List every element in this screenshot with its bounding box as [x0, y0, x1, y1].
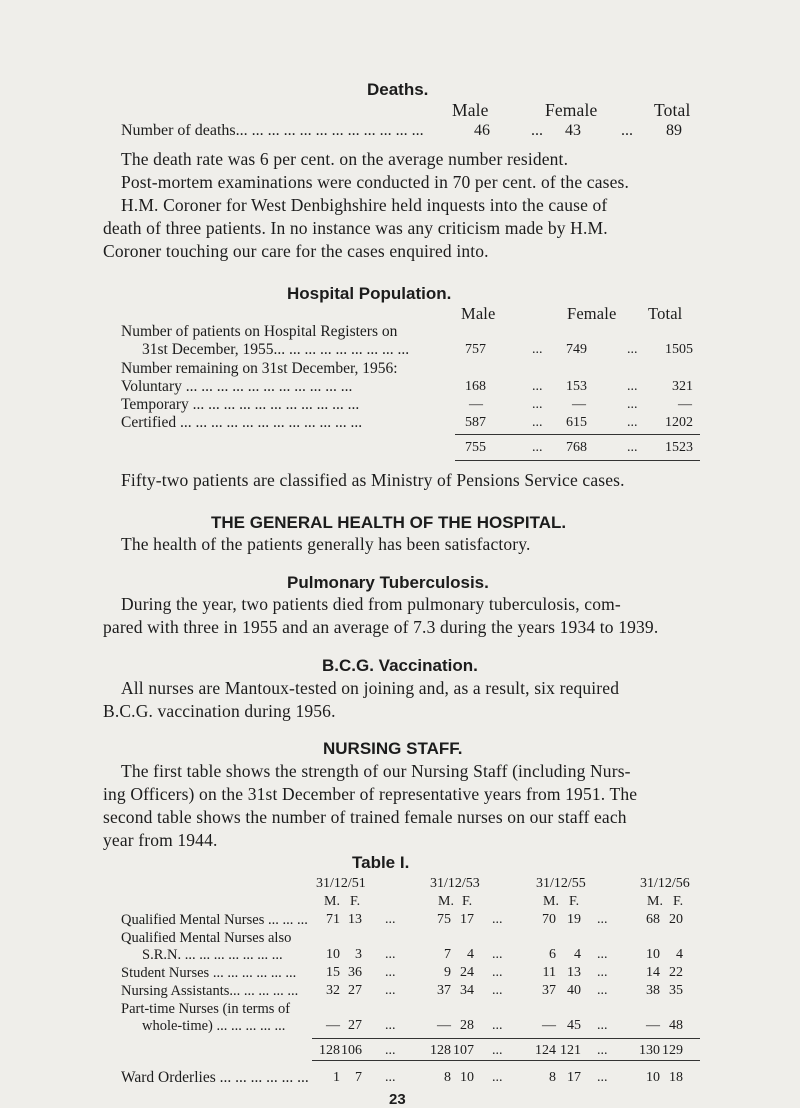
pensions-line: Fifty-two patients are classified as Ministry of Pensions Service cases.	[121, 470, 625, 490]
table-dots: ...	[492, 1043, 503, 1058]
hp-total-dots-2: ...	[627, 440, 638, 455]
deaths-row-label: Number of deaths... ... ... ... ... ... ... ... ... ... ... ...	[121, 122, 424, 139]
hp-rule-top	[455, 434, 700, 435]
t1-row5-label-a: Part-time Nurses (in terms of	[121, 1001, 291, 1017]
orderlies-cell: 1	[333, 1070, 340, 1085]
bcg-line-2: B.C.G. vaccination during 1956.	[103, 701, 336, 721]
table-cell: —	[326, 1018, 340, 1033]
table-cell: 32	[326, 983, 340, 998]
table-cell: 4	[574, 947, 581, 962]
table-cell: 35	[669, 983, 683, 998]
table-cell: 36	[348, 965, 362, 980]
hp-row1-label-b: 31st December, 1955... ... ... ... ... ... ... ... ...	[142, 341, 410, 358]
orderlies-cell: 10	[460, 1070, 474, 1085]
general-health-text: The health of the patients generally has been satisfactory.	[121, 534, 531, 554]
table-dots: ...	[597, 912, 608, 927]
hospital-population-heading: Hospital Population.	[287, 284, 452, 303]
t1-rule-bottom	[312, 1060, 700, 1061]
table-cell: 13	[567, 965, 581, 980]
hp-certified-dots-1: ...	[532, 415, 543, 430]
hp-row1-total: 1505	[665, 342, 693, 357]
hp-voluntary-total: 321	[672, 379, 693, 394]
hp-certified-female: 615	[566, 415, 587, 430]
table-dots: ...	[492, 983, 503, 998]
t1-year-1: 31/12/51	[316, 876, 366, 891]
table-dots: ...	[597, 983, 608, 998]
t1-row5-label: whole-time) ... ... ... ... ...	[142, 1018, 286, 1034]
t1-row2-label-a: Qualified Mental Nurses also	[121, 930, 292, 946]
deaths-col-male: Male	[452, 100, 489, 120]
t1-row4-label: Nursing Assistants... ... ... ... ...	[121, 983, 299, 999]
t1-m-3: M.	[543, 894, 559, 909]
table-cell: 45	[567, 1018, 581, 1033]
table-dots: ...	[385, 983, 396, 998]
orderlies-cell: 18	[669, 1070, 683, 1085]
t1-f-3: F.	[569, 894, 580, 909]
deaths-col-female: Female	[545, 100, 598, 120]
hp-total-male: 755	[465, 440, 486, 455]
table-dots: ...	[492, 1018, 503, 1033]
hp-temporary-dots-2: ...	[627, 397, 638, 412]
nursing-line-3: second table shows the number of trained female nurses on our staff each	[103, 807, 627, 827]
hp-temporary-label: Temporary ... ... ... ... ... ... ... ... ... ... ...	[121, 396, 360, 413]
table-cell: 6	[549, 947, 556, 962]
hp-certified-label: Certified ... ... ... ... ... ... ... ... ... ... ... ...	[121, 414, 363, 431]
hp-certified-total: 1202	[665, 415, 693, 430]
table-cell: 10	[326, 947, 340, 962]
table-cell: —	[542, 1018, 556, 1033]
deaths-female: 43	[565, 122, 581, 139]
hp-voluntary-dots-2: ...	[627, 379, 638, 394]
t1-orderlies-label: Ward Orderlies ... ... ... ... ... ...	[121, 1069, 309, 1086]
table-dots: ...	[385, 965, 396, 980]
table-cell: 9	[444, 965, 451, 980]
table-cell: 37	[542, 983, 556, 998]
t1-m-1: M.	[324, 894, 340, 909]
table-cell: 70	[542, 912, 556, 927]
table-total-cell: 129	[662, 1043, 683, 1058]
table-cell: 20	[669, 912, 683, 927]
table-dots: ...	[385, 912, 396, 927]
orderlies-cell: 8	[444, 1070, 451, 1085]
hp-total-dots-1: ...	[532, 440, 543, 455]
t1-row2-label: S.R.N. ... ... ... ... ... ... ...	[142, 947, 283, 963]
table-dots: ...	[597, 1043, 608, 1058]
t1-year-4: 31/12/56	[640, 876, 690, 891]
table-total-cell: 121	[560, 1043, 581, 1058]
hp-row1-dots-2: ...	[627, 342, 638, 357]
hp-col-total: Total	[648, 304, 683, 323]
table-cell: 27	[348, 983, 362, 998]
pulmonary-heading: Pulmonary Tuberculosis.	[287, 573, 489, 592]
orderlies-cell: 10	[646, 1070, 660, 1085]
table-dots: ...	[385, 947, 396, 962]
bcg-heading: B.C.G. Vaccination.	[322, 656, 478, 675]
hp-voluntary-male: 168	[465, 379, 486, 394]
table-dots: ...	[385, 1070, 396, 1085]
table-dots: ...	[597, 1070, 608, 1085]
t1-m-2: M.	[438, 894, 454, 909]
orderlies-cell: 7	[355, 1070, 362, 1085]
t1-rule-top	[312, 1038, 700, 1039]
hp-temporary-dots-1: ...	[532, 397, 543, 412]
table-dots: ...	[492, 1070, 503, 1085]
para1-line-5: Coroner touching our care for the cases enquired into.	[103, 241, 489, 261]
table-dots: ...	[385, 1018, 396, 1033]
table-total-cell: 128	[430, 1043, 451, 1058]
table-cell: 22	[669, 965, 683, 980]
table-total-cell: 124	[535, 1043, 556, 1058]
t1-f-1: F.	[350, 894, 361, 909]
hp-temporary-total: —	[678, 397, 692, 412]
hp-voluntary-dots-1: ...	[532, 379, 543, 394]
table-dots: ...	[597, 947, 608, 962]
para1-line-3: H.M. Coroner for West Denbighshire held inquests into the cause of	[121, 195, 608, 215]
t1-f-2: F.	[462, 894, 473, 909]
t1-year-2: 31/12/53	[430, 876, 480, 891]
table-cell: 4	[467, 947, 474, 962]
para1-line-4: death of three patients. In no instance was any criticism made by H.M.	[103, 218, 608, 238]
table-dots: ...	[492, 947, 503, 962]
hp-row1-label-a: Number of patients on Hospital Registers on	[121, 323, 398, 340]
general-health-heading: THE GENERAL HEALTH OF THE HOSPITAL.	[211, 513, 567, 532]
t1-f-4: F.	[673, 894, 684, 909]
table-cell: 34	[460, 983, 474, 998]
table-cell: 71	[326, 912, 340, 927]
t1-row3-label: Student Nurses ... ... ... ... ... ...	[121, 965, 297, 981]
table-dots: ...	[492, 965, 503, 980]
para1-line-2: Post-mortem examinations were conducted in 70 per cent. of the cases.	[121, 172, 629, 192]
orderlies-cell: 17	[567, 1070, 581, 1085]
table-total-cell: 128	[319, 1043, 340, 1058]
t1-m-4: M.	[647, 894, 663, 909]
hp-total-total: 1523	[665, 440, 693, 455]
deaths-dots-2: ...	[621, 122, 633, 139]
nursing-line-1: The first table shows the strength of our Nursing Staff (including Nurs-	[121, 761, 631, 781]
table-cell: 4	[676, 947, 683, 962]
table-cell: 3	[355, 947, 362, 962]
table-total-cell: 106	[341, 1043, 362, 1058]
table1-title: Table I.	[352, 853, 410, 872]
orderlies-cell: 8	[549, 1070, 556, 1085]
table-cell: 27	[348, 1018, 362, 1033]
para1-line-1: The death rate was 6 per cent. on the average number resident.	[121, 149, 569, 169]
table-total-cell: 107	[453, 1043, 474, 1058]
bcg-line-1: All nurses are Mantoux-tested on joining and, as a result, six required	[121, 678, 620, 698]
hp-col-female: Female	[567, 304, 617, 323]
hp-row1-dots-1: ...	[532, 342, 543, 357]
deaths-male: 46	[474, 122, 490, 139]
table-cell: 68	[646, 912, 660, 927]
table-cell: 24	[460, 965, 474, 980]
table-cell: —	[437, 1018, 451, 1033]
deaths-heading: Deaths.	[367, 80, 429, 99]
hp-row2-label: Number remaining on 31st December, 1956:	[121, 360, 398, 377]
pulmonary-line-2: pared with three in 1955 and an average of 7.3 during the years 1934 to 1939.	[103, 617, 659, 637]
table-dots: ...	[597, 1018, 608, 1033]
table-cell: 10	[646, 947, 660, 962]
table-cell: 15	[326, 965, 340, 980]
nursing-line-4: year from 1944.	[103, 830, 218, 850]
table-cell: 75	[437, 912, 451, 927]
t1-row1-label: Qualified Mental Nurses ... ... ...	[121, 912, 308, 928]
table-dots: ...	[597, 965, 608, 980]
hp-voluntary-label: Voluntary ... ... ... ... ... ... ... ... ... ... ...	[121, 378, 353, 395]
page-number: 23	[389, 1091, 406, 1108]
table-cell: 48	[669, 1018, 683, 1033]
table-dots: ...	[385, 1043, 396, 1058]
table-cell: 11	[542, 965, 556, 980]
table-cell: 17	[460, 912, 474, 927]
hp-voluntary-female: 153	[566, 379, 587, 394]
hp-certified-male: 587	[465, 415, 486, 430]
table-cell: 40	[567, 983, 581, 998]
hp-total-female: 768	[566, 440, 587, 455]
hp-rule-bottom	[455, 460, 700, 461]
deaths-dots-1: ...	[531, 122, 543, 139]
table-cell: 38	[646, 983, 660, 998]
hp-certified-dots-2: ...	[627, 415, 638, 430]
hp-temporary-female: —	[572, 397, 586, 412]
hp-row1-female: 749	[566, 342, 587, 357]
hp-col-male: Male	[461, 304, 496, 323]
hp-temporary-male: —	[469, 397, 483, 412]
table-cell: 7	[444, 947, 451, 962]
table-cell: 19	[567, 912, 581, 927]
table-dots: ...	[492, 912, 503, 927]
table-cell: 37	[437, 983, 451, 998]
table-cell: 28	[460, 1018, 474, 1033]
table-total-cell: 130	[639, 1043, 660, 1058]
t1-year-3: 31/12/55	[536, 876, 586, 891]
table-cell: 14	[646, 965, 660, 980]
deaths-total: 89	[666, 122, 682, 139]
table-cell: 13	[348, 912, 362, 927]
nursing-heading: NURSING STAFF.	[323, 739, 463, 758]
hp-row1-male: 757	[465, 342, 486, 357]
pulmonary-line-1: During the year, two patients died from pulmonary tuberculosis, com-	[121, 594, 621, 614]
nursing-line-2: ing Officers) on the 31st December of representative years from 1951. The	[103, 784, 638, 804]
deaths-col-total: Total	[654, 100, 691, 120]
table-cell: —	[646, 1018, 660, 1033]
